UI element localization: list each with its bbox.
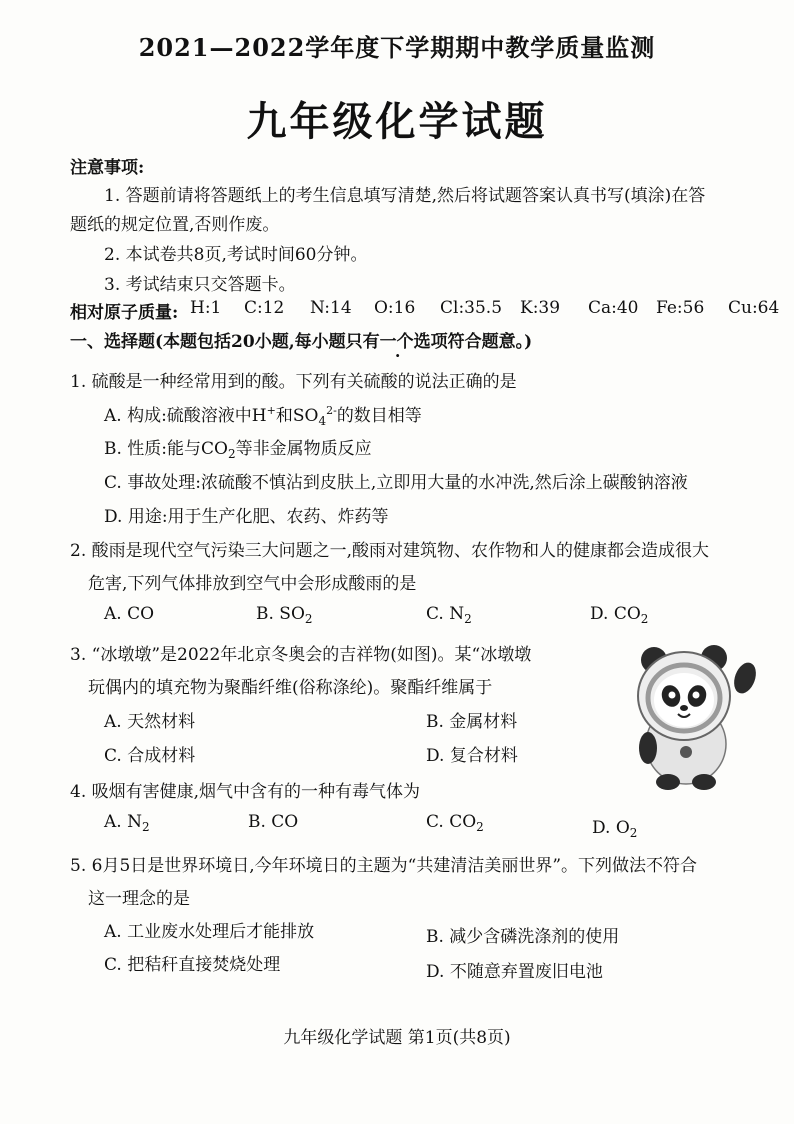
section-heading-part-a: 一、选择题(本题包括20小题,每小题只有: [70, 332, 380, 352]
q4-a-text: A. N: [104, 812, 142, 832]
q5-option-d: D. 不随意弃置废旧电池: [426, 962, 603, 982]
exam-title: 2021—2022学年度下学期期中教学质量监测: [138, 33, 656, 62]
q3-option-b: B. 金属材料: [426, 712, 518, 732]
page-footer: 九年级化学试题 第1页(共8页): [283, 1028, 511, 1048]
q3-option-a: A. 天然材料: [104, 712, 196, 732]
q4-c-sub: 2: [476, 820, 484, 834]
q2-c-sub: 2: [464, 612, 472, 626]
q4-option-b: B. CO: [248, 812, 299, 832]
q2-option-d: [590, 604, 648, 624]
q2-option-b: [256, 604, 313, 624]
q2-stem-2: 危害,下列气体排放到空气中会形成酸雨的是: [88, 574, 417, 594]
q1-option-c: C. 事故处理:浓硫酸不慎沾到皮肤上,立即用大量的水冲洗,然后涂上碳酸钠溶液: [104, 473, 688, 493]
q2-b-text: B. SO: [256, 604, 305, 624]
q4-stem: 4. 吸烟有害健康,烟气中含有的一种有毒气体为: [70, 782, 421, 802]
q2-option-a: A. CO: [104, 604, 155, 624]
q3-option-c: C. 合成材料: [104, 746, 196, 766]
q1-b-sub: 2: [227, 447, 236, 461]
atomic-mass-fe: Fe:56: [656, 298, 705, 318]
q5-stem-1: 5. 6月5日是世界环境日,今年环境日的主题为“共建清洁美丽世界”。下列做法不符合: [70, 856, 698, 876]
q3-stem-1: 3. “冰墩墩”是2022年北京冬奥会的吉祥物(如图)。某“冰墩墩: [70, 645, 532, 665]
atomic-mass-ca: Ca:40: [588, 298, 639, 318]
q1-a-sup: +: [266, 404, 276, 417]
q5-stem-2: 这一理念的是: [88, 889, 190, 909]
q5-option-c: C. 把秸秆直接焚烧处理: [104, 955, 281, 975]
q1-a-mid: 和SO: [275, 406, 319, 426]
atomic-mass-o: O:16: [374, 298, 416, 318]
note-item-1: 1. 答题前请将答题纸上的考生信息填写清楚,然后将试题答案认真书写(填涂)在答: [104, 186, 706, 206]
atomic-mass-values: [190, 298, 779, 318]
q2-c-text: C. N: [426, 604, 465, 624]
q1-a-text: A. 构成:硫酸溶液中H: [104, 406, 267, 426]
q3-stem-2: 玩偶内的填充物为聚酯纤维(俗称涤纶)。聚酯纤维属于: [88, 678, 493, 698]
q1-a-post: 的数目相等: [336, 406, 422, 426]
q1-b-text: B. 性质:能与CO: [104, 439, 228, 459]
q5-option-a: A. 工业废水处理后才能排放: [104, 922, 315, 942]
q2-option-c: [426, 604, 472, 624]
q1-a-sup2: 2-: [326, 404, 337, 417]
q1-a-sub: 4: [318, 414, 327, 428]
q2-d-sub: 2: [640, 612, 649, 626]
section-heading: [70, 327, 532, 352]
q2-b-sub: 2: [304, 612, 313, 626]
q4-d-text: D. O: [592, 818, 630, 838]
q2-stem-1: 2. 酸雨是现代空气污染三大问题之一,酸雨对建筑物、农作物和人的健康都会造成很大: [70, 541, 710, 561]
atomic-mass-n: N:14: [310, 298, 352, 318]
q4-c-text: C. CO: [426, 812, 477, 832]
q4-option-d: [592, 818, 637, 838]
note-item-1-cont: 题纸的规定位置,否则作废。: [70, 215, 280, 235]
section-heading-emphasis: 一个: [379, 332, 414, 352]
q4-d-sub: 2: [629, 826, 638, 840]
q1-option-d: D. 用途:用于生产化肥、农药、炸药等: [104, 507, 389, 527]
q1-option-b: [104, 434, 372, 459]
atomic-mass-cu: Cu:64: [728, 298, 780, 318]
bing-dwen-dwen-mascot-icon: [628, 640, 762, 792]
note-item-3: 3. 考试结束只交答题卡。: [104, 275, 296, 295]
atomic-mass-c: C:12: [244, 298, 285, 318]
atomic-mass-k: K:39: [520, 298, 561, 318]
q4-a-sub: 2: [141, 820, 150, 834]
q5-option-b: B. 减少含磷洗涤剂的使用: [426, 927, 620, 947]
subject-title: 九年级化学试题: [246, 98, 548, 145]
atomic-mass-label: 相对原子质量:: [70, 303, 179, 323]
q2-d-text: D. CO: [590, 604, 641, 624]
section-heading-part-b: 选项符合题意。): [413, 332, 533, 352]
q1-b-post: 等非金属物质反应: [235, 439, 372, 459]
atomic-mass-cl: Cl:35.5: [440, 298, 503, 318]
q1-stem: 1. 硫酸是一种经常用到的酸。下列有关硫酸的说法正确的是: [70, 372, 517, 392]
q3-option-d: D. 复合材料: [426, 746, 518, 766]
notes-heading: 注意事项:: [70, 158, 145, 178]
note-item-2: 2. 本试卷共8页,考试时间60分钟。: [104, 245, 368, 265]
q4-option-a: [104, 812, 150, 832]
q1-option-a: [104, 401, 422, 426]
q4-option-c: [426, 812, 484, 832]
atomic-mass-h: H:1: [190, 298, 222, 318]
